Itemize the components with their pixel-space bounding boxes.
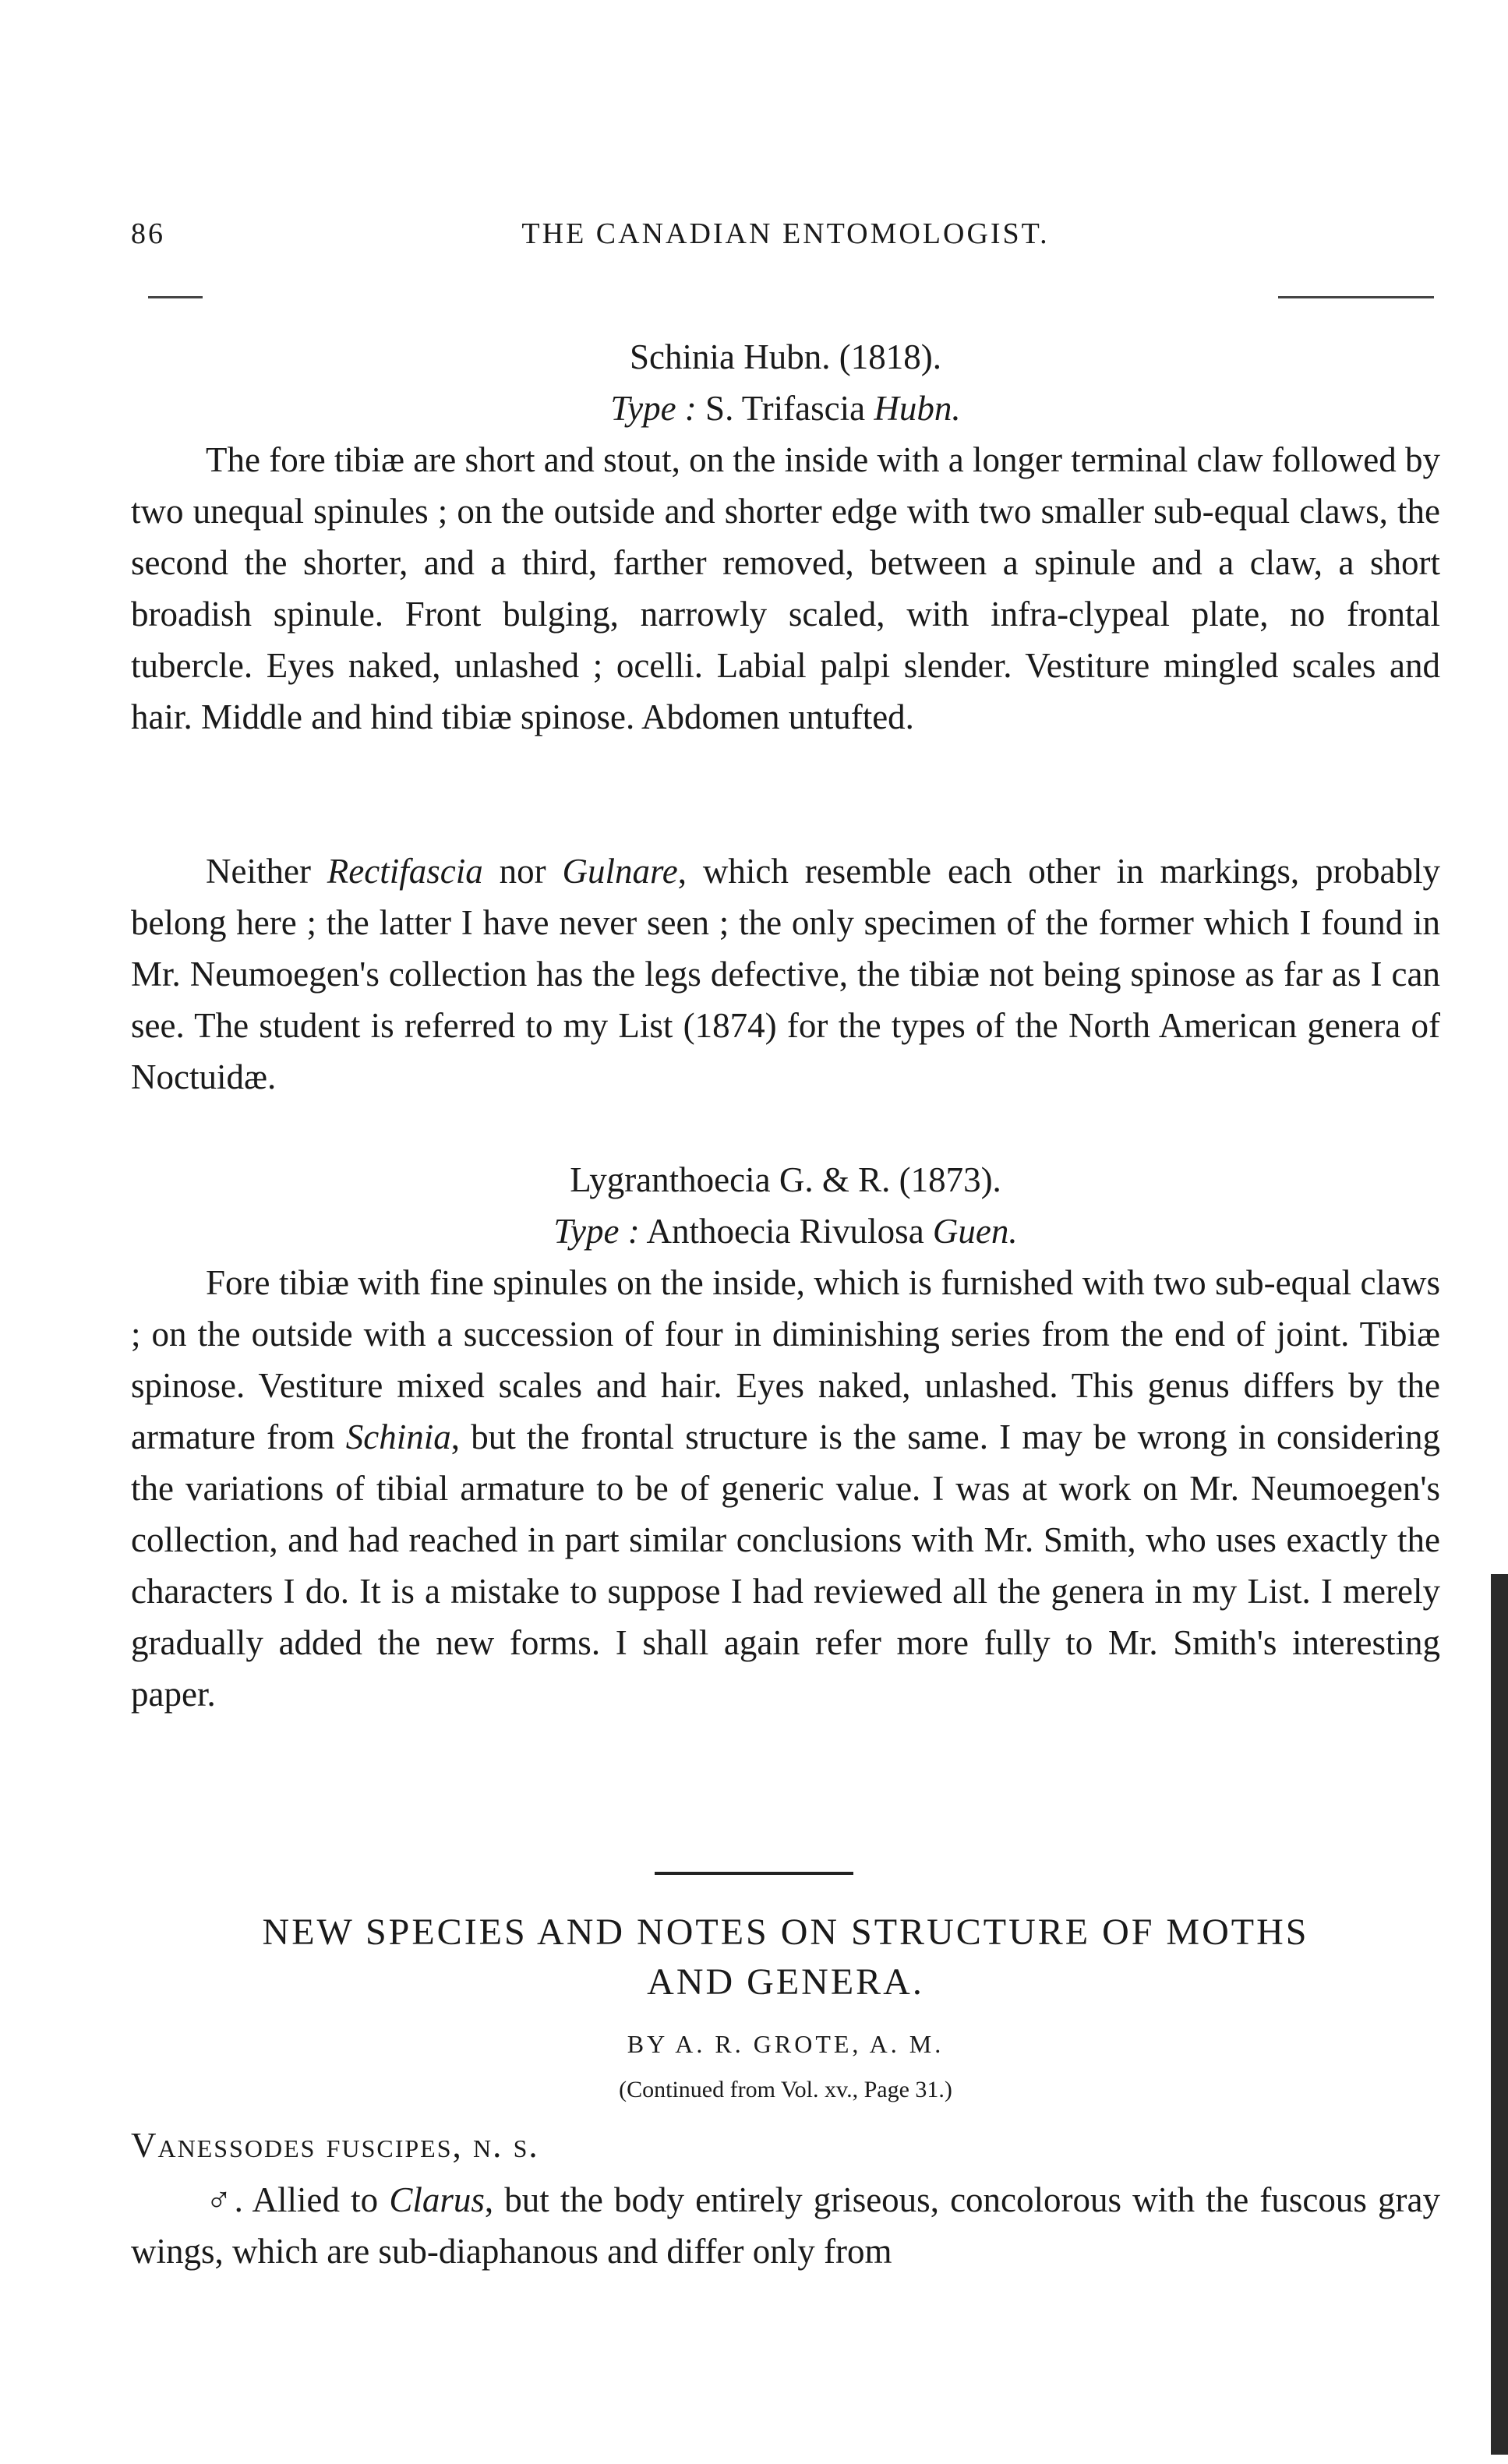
- male-symbol: ♂: [206, 2180, 235, 2219]
- running-head: [131, 217, 1440, 263]
- lygranthoecia-description: Fore tibiæ with fine spinules on the inside, which is furnished with two sub-equal claws ; on the outside with a succession of four in diminishing series from the end of joint. Tibiæ spinose. Vestiture mixed scales and hair. Eyes naked, unlashed. This genus differs by the armature from Schinia, but the frontal structure is the same. I may be wrong in considering the variations of tibial armature to be of generic value. I was at work on Mr. Neumoegen's collection, and had reached in part similar conclusions with Mr. Smith, who uses exactly the characters I do. It is a mistake to suppose I had reviewed all the genera in my List. I merely gradually added the new forms. I shall again refer more fully to Mr. Smith's interesting paper.: [131, 1263, 1441, 1714]
- schinia-description: The fore tibiæ are short and stout, on the inside with a longer terminal claw followed by two unequal spinules ; on the outside and shorter edge with two smaller sub-equal claws, the second the shorter, and a third, farther removed, between a spinule and a claw, a short broadish spinule. Front bulging, narrowly scaled, with infra-clypeal plate, no frontal tubercle. Eyes naked, unlashed ; ocelli. Labial palpi slender. Vestiture mingled scales and hair. Middle and hind tibiæ spinose. Abdomen untufted.: [131, 440, 1440, 736]
- journal-title: THE CANADIAN ENTOMOLOGIST.: [521, 217, 1050, 250]
- genus-schinia-ref: Schinia: [345, 1417, 451, 1456]
- schinia-genus-heading: Schinia Hubn. (1818).: [630, 337, 941, 376]
- article-byline: BY A. R. GROTE, A. M.: [627, 2030, 945, 2058]
- lygranthoecia-type-line: Type : Anthoecia Rivulosa Guen.: [553, 1212, 1018, 1251]
- schinia-type-line: Type : S. Trifascia Hubn.: [610, 389, 961, 428]
- vanessodes-heading: Vanessodes fuscipes, n. s.: [131, 2126, 539, 2165]
- schinia-note: Neither Rectifascia nor Gulnare, which resemble each other in markings, probably belong here ; the latter I have never seen ; the only specimen of the former which I found in Mr. Neumoegen's collection has the legs defective, the tibiæ not being spinose as far as I can see. The student is referred to my List (1874) for the types of the North American genera of Noctuidæ.: [131, 852, 1441, 1096]
- scan-edge-shadow: [1491, 1574, 1508, 2455]
- species-clarus: Clarus: [389, 2180, 485, 2219]
- section-divider: [655, 1872, 853, 1875]
- vanessodes-description: ♂. Allied to Clarus, but the body entirely griseous, concolorous with the fuscous gray wings, which are sub-diaphanous and differ only from: [131, 2180, 1441, 2271]
- continuation-note: (Continued from Vol. xv., Page 31.): [619, 2077, 952, 2102]
- article-title: NEW SPECIES AND NOTES ON STRUCTURE OF MOTHS AND GENERA.: [262, 1912, 1309, 2003]
- species-gulnare: Gulnare: [562, 852, 678, 891]
- page-number: 86: [131, 217, 165, 250]
- lygranthoecia-genus-heading: Lygranthoecia G. & R. (1873).: [570, 1160, 1001, 1199]
- header-dash-left: [148, 296, 203, 298]
- header-dash-right: [1278, 296, 1434, 298]
- species-rectifascia: Rectifascia: [327, 852, 483, 891]
